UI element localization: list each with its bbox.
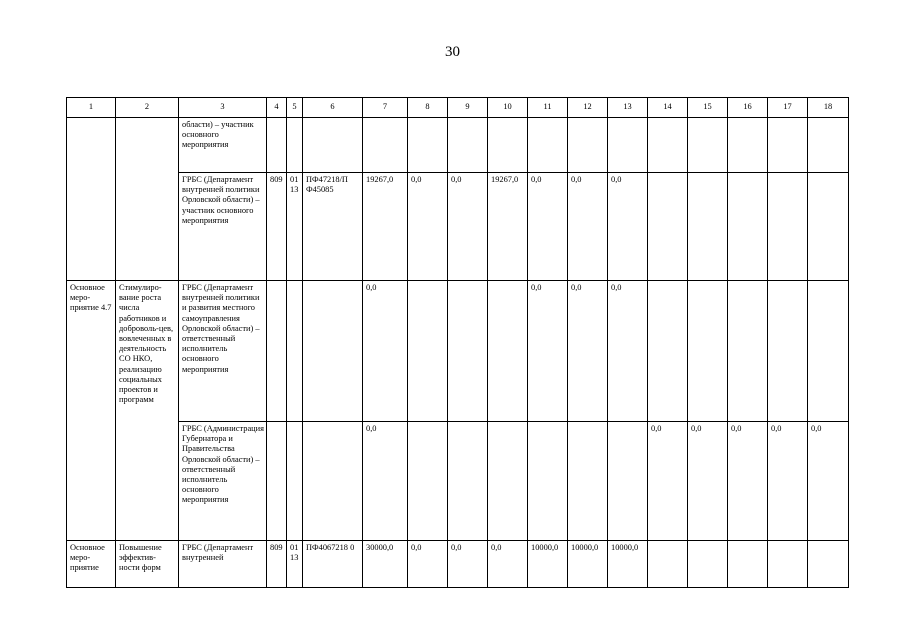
header-cell: 17 <box>768 98 808 118</box>
table-cell <box>287 281 303 422</box>
table-cell <box>768 173 808 281</box>
table-cell <box>287 422 303 541</box>
table-cell: 30000,0 <box>363 541 408 588</box>
table-cell: ПФ4067218 0 <box>303 541 363 588</box>
header-cell: 6 <box>303 98 363 118</box>
table-cell <box>768 541 808 588</box>
table-header-row <box>67 98 849 118</box>
table-cell: 0,0 <box>408 541 448 588</box>
table-cell <box>688 541 728 588</box>
table-cell <box>303 422 363 541</box>
table-cell <box>728 281 768 422</box>
table-cell: 0,0 <box>528 173 568 281</box>
header-cell: 10 <box>488 98 528 118</box>
table-cell <box>768 118 808 173</box>
header-cell: 18 <box>808 98 849 118</box>
table-cell <box>303 281 363 422</box>
header-cell: 5 <box>287 98 303 118</box>
table-cell: 0,0 <box>608 281 648 422</box>
table-cell: 0,0 <box>688 422 728 541</box>
table-cell <box>808 118 849 173</box>
header-cell: 8 <box>408 98 448 118</box>
table-cell: области) – участник основного мероприятия <box>179 118 267 173</box>
table-cell <box>768 281 808 422</box>
table-cell: 0,0 <box>608 173 648 281</box>
header-cell: 13 <box>608 98 648 118</box>
table-cell: 0,0 <box>408 173 448 281</box>
table-cell: 10000,0 <box>568 541 608 588</box>
table-cell <box>648 541 688 588</box>
table-cell <box>363 118 408 173</box>
table-cell <box>688 118 728 173</box>
table-cell <box>287 118 303 173</box>
table-cell <box>448 281 488 422</box>
table-cell: ГРБС (Департамент внутренней политики и развития местного самоуправления Орловской области) – ответственный исполнитель основного мероприятия <box>179 281 267 422</box>
table-cell: 0,0 <box>448 173 488 281</box>
header-cell: 16 <box>728 98 768 118</box>
table-cell <box>648 118 688 173</box>
table-cell: Основное меро-приятие 4.7 <box>67 281 116 541</box>
table-cell <box>267 118 287 173</box>
table-cell: 0,0 <box>448 541 488 588</box>
table-cell <box>608 118 648 173</box>
table-cell <box>568 118 608 173</box>
table-cell: 0,0 <box>528 281 568 422</box>
table-cell <box>488 281 528 422</box>
header-cell: 3 <box>179 98 267 118</box>
table-cell: 0,0 <box>568 173 608 281</box>
table-cell: 10000,0 <box>528 541 568 588</box>
table-cell: 19267,0 <box>488 173 528 281</box>
table-cell: 01 13 <box>287 541 303 588</box>
table-cell: 0,0 <box>728 422 768 541</box>
table-row <box>67 173 849 281</box>
table-cell: 0,0 <box>568 281 608 422</box>
table-cell <box>408 118 448 173</box>
table-cell <box>728 173 768 281</box>
table-cell: ГРБС (Департамент внутренней <box>179 541 267 588</box>
table-row <box>67 422 849 541</box>
table-cell: 0,0 <box>363 422 408 541</box>
header-cell: 12 <box>568 98 608 118</box>
header-cell: 2 <box>116 98 179 118</box>
header-cell: 11 <box>528 98 568 118</box>
table-cell <box>808 541 849 588</box>
table-cell: 0,0 <box>488 541 528 588</box>
table-cell <box>267 422 287 541</box>
table-cell: 01 13 <box>287 173 303 281</box>
table-cell <box>608 422 648 541</box>
table-cell: 0,0 <box>363 281 408 422</box>
table-cell: 0,0 <box>768 422 808 541</box>
table-row <box>67 281 849 422</box>
table-cell: 809 <box>267 541 287 588</box>
table-row <box>67 118 849 173</box>
table-row <box>67 541 849 588</box>
table-cell <box>568 422 608 541</box>
table-cell <box>67 118 116 281</box>
table-cell <box>808 281 849 422</box>
header-cell: 14 <box>648 98 688 118</box>
table-cell: 0,0 <box>648 422 688 541</box>
table-cell: ГРБС (Департамент внутренней политики Орловской области) – участник основного мероприятия <box>179 173 267 281</box>
table-cell <box>303 118 363 173</box>
table-cell: Повышение эффектив-ности форм <box>116 541 179 588</box>
table-cell <box>408 422 448 541</box>
table-cell <box>728 541 768 588</box>
table-cell <box>116 118 179 281</box>
table-cell <box>448 422 488 541</box>
table-cell: 0,0 <box>808 422 849 541</box>
table-cell <box>648 281 688 422</box>
table-cell <box>528 118 568 173</box>
budget-table <box>66 97 849 588</box>
table-cell <box>728 118 768 173</box>
table-cell <box>488 422 528 541</box>
table-cell <box>267 281 287 422</box>
table-cell: ГРБС (Администрация Губернатора и Правительства Орловской области) – ответственный исполнитель основного мероприятия <box>179 422 267 541</box>
header-cell: 15 <box>688 98 728 118</box>
table-cell <box>648 173 688 281</box>
table-cell: 10000,0 <box>608 541 648 588</box>
header-cell: 4 <box>267 98 287 118</box>
table-cell: 19267,0 <box>363 173 408 281</box>
table-cell <box>448 118 488 173</box>
table-cell: 809 <box>267 173 287 281</box>
table-cell <box>688 173 728 281</box>
table-cell: ПФ47218/П Ф45085 <box>303 173 363 281</box>
page-number: 30 <box>445 44 460 60</box>
table-cell <box>688 281 728 422</box>
table-cell <box>488 118 528 173</box>
table-cell: Стимулиро-вание роста числа работников и доброволь-цев, вовлеченных в деятельность СО НКО, реализацию социальных проектов и программ <box>116 281 179 541</box>
header-cell: 9 <box>448 98 488 118</box>
table-cell <box>808 173 849 281</box>
table-cell: Основное меро-приятие <box>67 541 116 588</box>
header-cell: 7 <box>363 98 408 118</box>
header-cell: 1 <box>67 98 116 118</box>
table-cell <box>528 422 568 541</box>
table-cell <box>408 281 448 422</box>
